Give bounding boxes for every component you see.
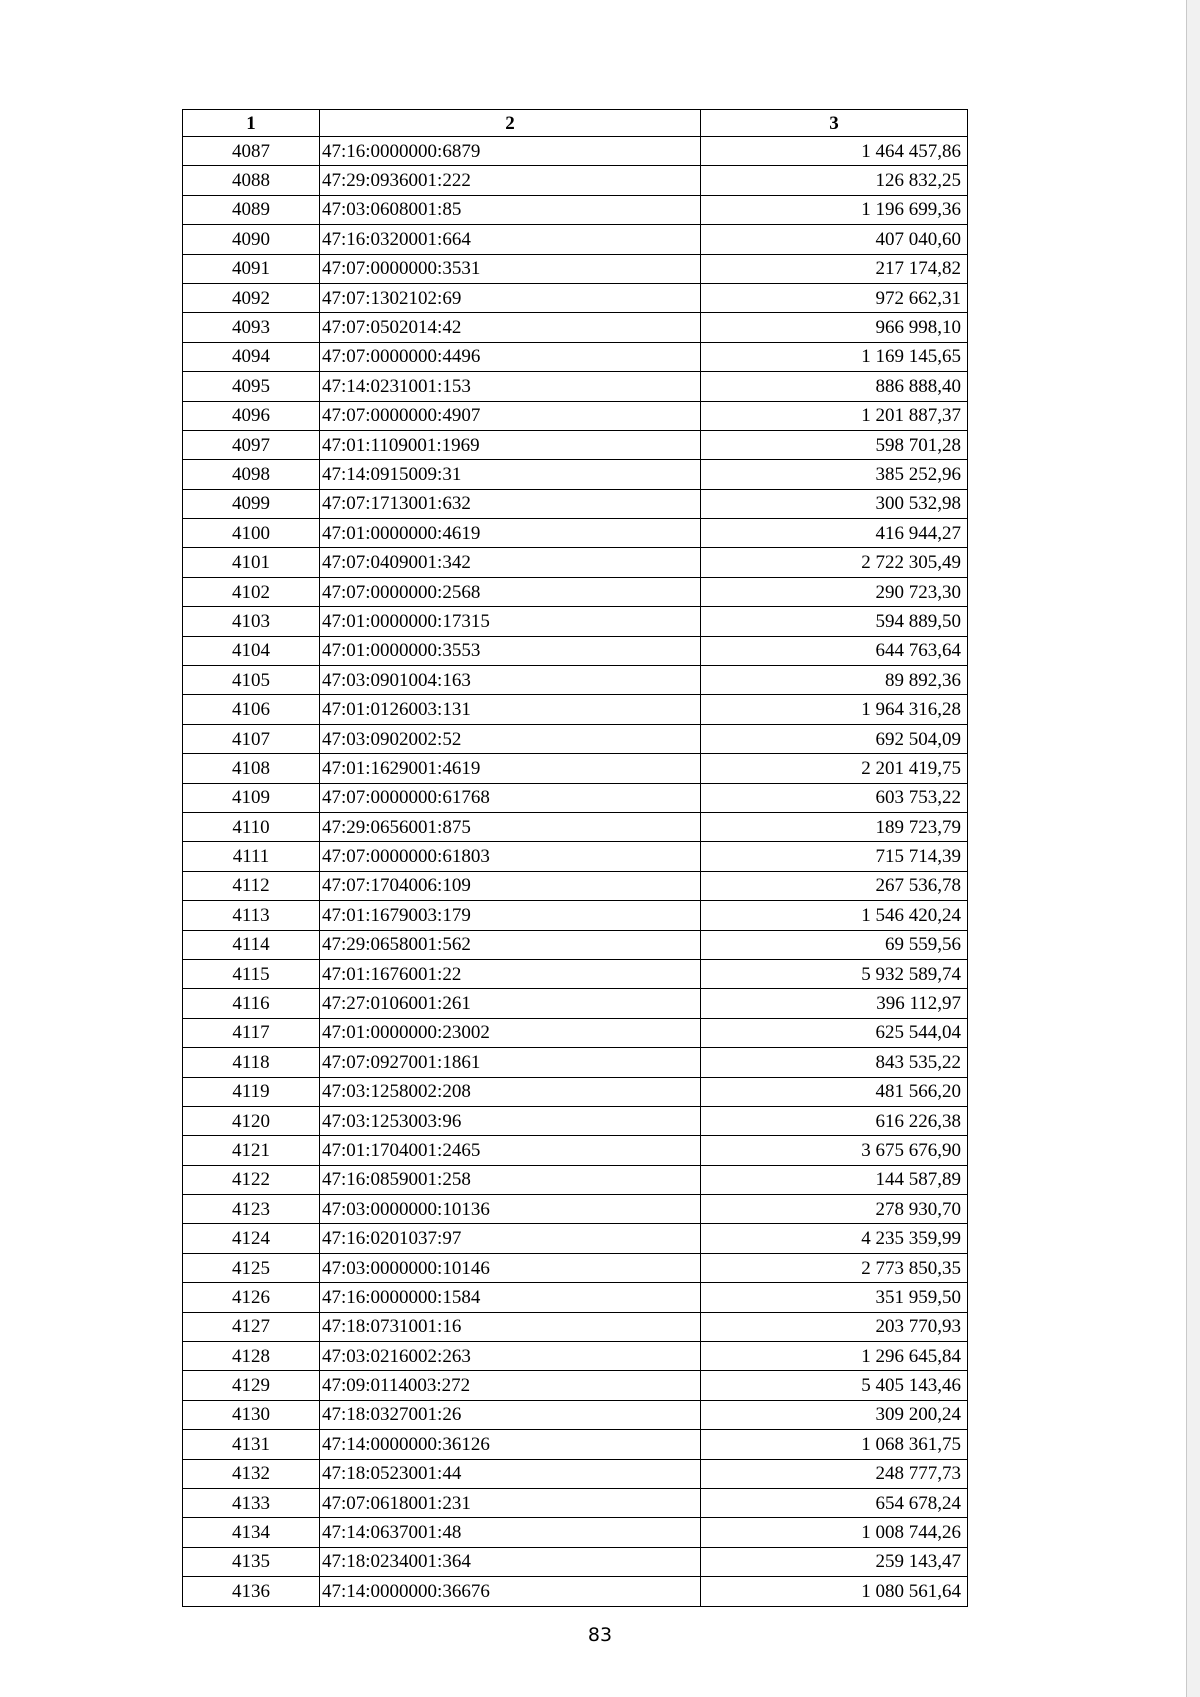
value-cell: 278 930,70 — [701, 1195, 968, 1224]
row-number-cell: 4130 — [183, 1400, 320, 1429]
row-number-cell: 4109 — [183, 783, 320, 812]
cadastral-number-cell: 47:03:1258002:208 — [320, 1077, 701, 1106]
cadastral-number-cell: 47:16:0000000:1584 — [320, 1283, 701, 1312]
value-cell: 654 678,24 — [701, 1488, 968, 1517]
value-cell: 972 662,31 — [701, 283, 968, 312]
value-cell: 603 753,22 — [701, 783, 968, 812]
row-number-cell: 4124 — [183, 1224, 320, 1253]
cadastral-number-cell: 47:01:0000000:4619 — [320, 519, 701, 548]
cadastral-number-cell: 47:18:0731001:16 — [320, 1312, 701, 1341]
viewer-right-edge — [1186, 0, 1200, 1697]
row-number-cell: 4090 — [183, 225, 320, 254]
value-cell: 481 566,20 — [701, 1077, 968, 1106]
value-cell: 4 235 359,99 — [701, 1224, 968, 1253]
value-cell: 1 080 561,64 — [701, 1577, 968, 1606]
row-number-cell: 4121 — [183, 1136, 320, 1165]
table-row — [183, 372, 968, 401]
row-number-cell: 4132 — [183, 1459, 320, 1488]
table-row — [183, 1077, 968, 1106]
cadastral-number-cell: 47:01:0126003:131 — [320, 695, 701, 724]
row-number-cell: 4131 — [183, 1430, 320, 1459]
row-number-cell: 4112 — [183, 871, 320, 900]
value-cell: 594 889,50 — [701, 607, 968, 636]
cadastral-number-cell: 47:16:0320001:664 — [320, 225, 701, 254]
row-number-cell: 4118 — [183, 1048, 320, 1077]
table-row — [183, 1106, 968, 1135]
row-number-cell: 4105 — [183, 666, 320, 695]
value-cell: 715 714,39 — [701, 842, 968, 871]
row-number-cell: 4106 — [183, 695, 320, 724]
cadastral-number-cell: 47:14:0915009:31 — [320, 460, 701, 489]
row-number-cell: 4103 — [183, 607, 320, 636]
value-cell: 3 675 676,90 — [701, 1136, 968, 1165]
value-cell: 1 169 145,65 — [701, 342, 968, 371]
row-number-cell: 4104 — [183, 636, 320, 665]
table-row — [183, 959, 968, 988]
cadastral-number-cell: 47:03:0901004:163 — [320, 666, 701, 695]
table-row — [183, 1488, 968, 1517]
data-table — [182, 109, 968, 1607]
table-row — [183, 1577, 968, 1606]
value-cell: 1 546 420,24 — [701, 901, 968, 930]
cadastral-number-cell: 47:01:0000000:23002 — [320, 1018, 701, 1047]
cadastral-number-cell: 47:01:1109001:1969 — [320, 430, 701, 459]
table-row — [183, 871, 968, 900]
value-cell: 217 174,82 — [701, 254, 968, 283]
row-number-cell: 4088 — [183, 166, 320, 195]
value-cell: 396 112,97 — [701, 989, 968, 1018]
cadastral-number-cell: 47:09:0114003:272 — [320, 1371, 701, 1400]
row-number-cell: 4134 — [183, 1518, 320, 1547]
value-cell: 1 201 887,37 — [701, 401, 968, 430]
value-cell: 351 959,50 — [701, 1283, 968, 1312]
header-col-1: 1 — [183, 110, 320, 137]
cadastral-number-cell: 47:07:1302102:69 — [320, 283, 701, 312]
value-cell: 126 832,25 — [701, 166, 968, 195]
cadastral-number-cell: 47:07:0000000:2568 — [320, 577, 701, 606]
row-number-cell: 4126 — [183, 1283, 320, 1312]
table-row — [183, 1400, 968, 1429]
row-number-cell: 4092 — [183, 283, 320, 312]
table-row — [183, 812, 968, 841]
cadastral-number-cell: 47:03:0608001:85 — [320, 195, 701, 224]
header-col-3: 3 — [701, 110, 968, 137]
table-row — [183, 1048, 968, 1077]
cadastral-number-cell: 47:18:0327001:26 — [320, 1400, 701, 1429]
table-row — [183, 1518, 968, 1547]
table-row — [183, 1312, 968, 1341]
table-row — [183, 783, 968, 812]
table-row — [183, 283, 968, 312]
cadastral-number-cell: 47:18:0523001:44 — [320, 1459, 701, 1488]
table-row — [183, 1165, 968, 1194]
value-cell: 416 944,27 — [701, 519, 968, 548]
row-number-cell: 4087 — [183, 137, 320, 166]
row-number-cell: 4120 — [183, 1106, 320, 1135]
value-cell: 1 964 316,28 — [701, 695, 968, 724]
table-row — [183, 460, 968, 489]
value-cell: 267 536,78 — [701, 871, 968, 900]
row-number-cell: 4099 — [183, 489, 320, 518]
cadastral-number-cell: 47:16:0000000:6879 — [320, 137, 701, 166]
table-row — [183, 901, 968, 930]
cadastral-number-cell: 47:14:0637001:48 — [320, 1518, 701, 1547]
row-number-cell: 4093 — [183, 313, 320, 342]
value-cell: 300 532,98 — [701, 489, 968, 518]
cadastral-number-cell: 47:14:0000000:36126 — [320, 1430, 701, 1459]
value-cell: 69 559,56 — [701, 930, 968, 959]
row-number-cell: 4107 — [183, 724, 320, 753]
value-cell: 2 773 850,35 — [701, 1253, 968, 1282]
value-cell: 886 888,40 — [701, 372, 968, 401]
table-row — [183, 666, 968, 695]
value-cell: 385 252,96 — [701, 460, 968, 489]
table-row — [183, 1253, 968, 1282]
table-row — [183, 1430, 968, 1459]
value-cell: 144 587,89 — [701, 1165, 968, 1194]
cadastral-number-cell: 47:07:0000000:4907 — [320, 401, 701, 430]
row-number-cell: 4108 — [183, 754, 320, 783]
cadastral-number-cell: 47:01:1629001:4619 — [320, 754, 701, 783]
value-cell: 309 200,24 — [701, 1400, 968, 1429]
value-cell: 2 722 305,49 — [701, 548, 968, 577]
table-row — [183, 1195, 968, 1224]
value-cell: 966 998,10 — [701, 313, 968, 342]
row-number-cell: 4097 — [183, 430, 320, 459]
value-cell: 1 464 457,86 — [701, 137, 968, 166]
table-row — [183, 754, 968, 783]
table-row — [183, 489, 968, 518]
row-number-cell: 4091 — [183, 254, 320, 283]
cadastral-number-cell: 47:27:0106001:261 — [320, 989, 701, 1018]
header-row — [183, 110, 968, 137]
cadastral-number-cell: 47:14:0000000:36676 — [320, 1577, 701, 1606]
cadastral-number-cell: 47:03:0000000:10146 — [320, 1253, 701, 1282]
table-row — [183, 1136, 968, 1165]
table-row — [183, 342, 968, 371]
row-number-cell: 4117 — [183, 1018, 320, 1047]
table-row — [183, 577, 968, 606]
table-body — [183, 137, 968, 1607]
value-cell: 692 504,09 — [701, 724, 968, 753]
row-number-cell: 4119 — [183, 1077, 320, 1106]
table-row — [183, 607, 968, 636]
cadastral-number-cell: 47:07:0618001:231 — [320, 1488, 701, 1517]
row-number-cell: 4116 — [183, 989, 320, 1018]
row-number-cell: 4133 — [183, 1488, 320, 1517]
cadastral-number-cell: 47:03:0000000:10136 — [320, 1195, 701, 1224]
cadastral-number-cell: 47:29:0658001:562 — [320, 930, 701, 959]
row-number-cell: 4125 — [183, 1253, 320, 1282]
cadastral-number-cell: 47:18:0234001:364 — [320, 1547, 701, 1576]
cadastral-number-cell: 47:16:0201037:97 — [320, 1224, 701, 1253]
value-cell: 259 143,47 — [701, 1547, 968, 1576]
value-cell: 89 892,36 — [701, 666, 968, 695]
cadastral-number-cell: 47:07:1704006:109 — [320, 871, 701, 900]
value-cell: 1 068 361,75 — [701, 1430, 968, 1459]
table-row — [183, 254, 968, 283]
table-row — [183, 1547, 968, 1576]
table-row — [183, 430, 968, 459]
row-number-cell: 4136 — [183, 1577, 320, 1606]
table-row — [183, 313, 968, 342]
value-cell: 5 932 589,74 — [701, 959, 968, 988]
table-row — [183, 401, 968, 430]
table-row — [183, 137, 968, 166]
value-cell: 290 723,30 — [701, 577, 968, 606]
row-number-cell: 4100 — [183, 519, 320, 548]
row-number-cell: 4098 — [183, 460, 320, 489]
cadastral-number-cell: 47:07:0000000:61803 — [320, 842, 701, 871]
cadastral-number-cell: 47:07:0927001:1861 — [320, 1048, 701, 1077]
value-cell: 616 226,38 — [701, 1106, 968, 1135]
cadastral-number-cell: 47:01:1676001:22 — [320, 959, 701, 988]
row-number-cell: 4110 — [183, 812, 320, 841]
value-cell: 598 701,28 — [701, 430, 968, 459]
cadastral-number-cell: 47:07:0000000:61768 — [320, 783, 701, 812]
cadastral-number-cell: 47:29:0936001:222 — [320, 166, 701, 195]
cadastral-number-cell: 47:07:0502014:42 — [320, 313, 701, 342]
table-row — [183, 695, 968, 724]
row-number-cell: 4094 — [183, 342, 320, 371]
row-number-cell: 4089 — [183, 195, 320, 224]
row-number-cell: 4123 — [183, 1195, 320, 1224]
row-number-cell: 4127 — [183, 1312, 320, 1341]
value-cell: 1 008 744,26 — [701, 1518, 968, 1547]
row-number-cell: 4115 — [183, 959, 320, 988]
table-row — [183, 225, 968, 254]
header-col-2: 2 — [320, 110, 701, 137]
value-cell: 1 296 645,84 — [701, 1342, 968, 1371]
table-row — [183, 989, 968, 1018]
value-cell: 189 723,79 — [701, 812, 968, 841]
table-row — [183, 519, 968, 548]
row-number-cell: 4095 — [183, 372, 320, 401]
table-row — [183, 1371, 968, 1400]
row-number-cell: 4111 — [183, 842, 320, 871]
table-row — [183, 1018, 968, 1047]
row-number-cell: 4122 — [183, 1165, 320, 1194]
row-number-cell: 4096 — [183, 401, 320, 430]
cadastral-number-cell: 47:03:0902002:52 — [320, 724, 701, 753]
table-row — [183, 842, 968, 871]
cadastral-number-cell: 47:01:1704001:2465 — [320, 1136, 701, 1165]
value-cell: 5 405 143,46 — [701, 1371, 968, 1400]
cadastral-number-cell: 47:01:1679003:179 — [320, 901, 701, 930]
table-row — [183, 1342, 968, 1371]
cadastral-number-cell: 47:16:0859001:258 — [320, 1165, 701, 1194]
cadastral-number-cell: 47:07:0000000:3531 — [320, 254, 701, 283]
value-cell: 644 763,64 — [701, 636, 968, 665]
value-cell: 248 777,73 — [701, 1459, 968, 1488]
cadastral-number-cell: 47:07:1713001:632 — [320, 489, 701, 518]
page-number: 83 — [587, 1624, 613, 1646]
table-row — [183, 930, 968, 959]
row-number-cell: 4129 — [183, 1371, 320, 1400]
value-cell: 843 535,22 — [701, 1048, 968, 1077]
value-cell: 625 544,04 — [701, 1018, 968, 1047]
cadastral-number-cell: 47:07:0000000:4496 — [320, 342, 701, 371]
row-number-cell: 4128 — [183, 1342, 320, 1371]
cadastral-number-cell: 47:07:0409001:342 — [320, 548, 701, 577]
table-row — [183, 636, 968, 665]
value-cell: 2 201 419,75 — [701, 754, 968, 783]
cadastral-number-cell: 47:03:0216002:263 — [320, 1342, 701, 1371]
row-number-cell: 4135 — [183, 1547, 320, 1576]
row-number-cell: 4113 — [183, 901, 320, 930]
cadastral-number-cell: 47:03:1253003:96 — [320, 1106, 701, 1135]
value-cell: 1 196 699,36 — [701, 195, 968, 224]
table-row — [183, 1459, 968, 1488]
table-row — [183, 724, 968, 753]
value-cell: 203 770,93 — [701, 1312, 968, 1341]
cadastral-number-cell: 47:01:0000000:3553 — [320, 636, 701, 665]
table-row — [183, 166, 968, 195]
row-number-cell: 4101 — [183, 548, 320, 577]
table-row — [183, 1283, 968, 1312]
cadastral-number-cell: 47:14:0231001:153 — [320, 372, 701, 401]
cadastral-number-cell: 47:01:0000000:17315 — [320, 607, 701, 636]
table-row — [183, 1224, 968, 1253]
row-number-cell: 4114 — [183, 930, 320, 959]
table-row — [183, 195, 968, 224]
value-cell: 407 040,60 — [701, 225, 968, 254]
cadastral-number-cell: 47:29:0656001:875 — [320, 812, 701, 841]
table-row — [183, 548, 968, 577]
row-number-cell: 4102 — [183, 577, 320, 606]
